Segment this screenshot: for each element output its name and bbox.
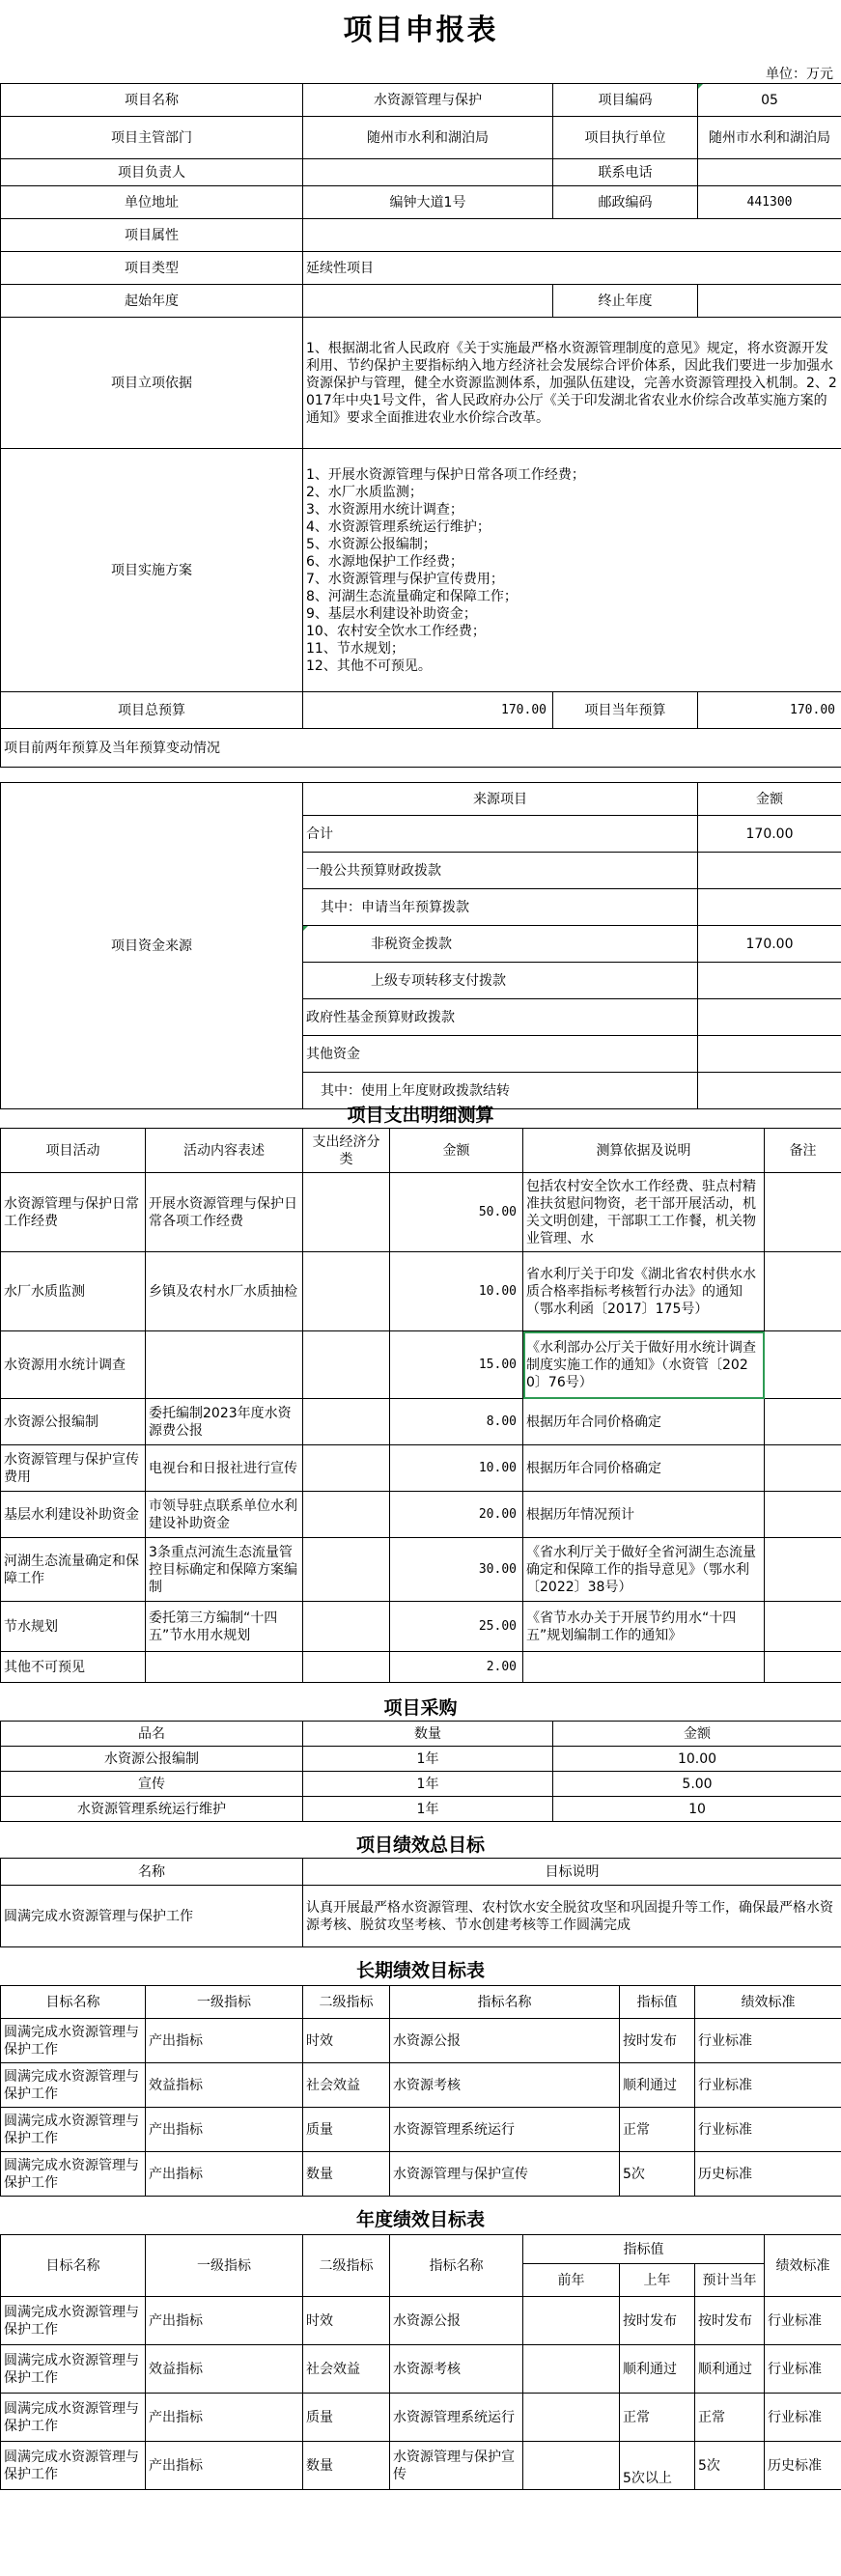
expense-head: 活动内容表述 <box>146 1129 303 1173</box>
funding-row-name: 一般公共预算财政拨款 <box>303 853 698 889</box>
longterm-head: 一级指标 <box>146 1986 303 2019</box>
phone-value <box>698 159 841 186</box>
table-row <box>1 2345 841 2394</box>
table-row <box>1 2108 841 2152</box>
expense-class <box>303 1445 390 1492</box>
annual-l2: 质量 <box>303 2394 390 2442</box>
procure-qty: 1年 <box>303 1747 553 1772</box>
perf-head: 目标说明 <box>303 1859 841 1886</box>
funding-row-name: 上级专项转移支付拨款 <box>303 963 698 999</box>
longterm-goal: 圆满完成水资源管理与保护工作 <box>1 2019 146 2063</box>
funding-row-name: 合计 <box>303 816 698 853</box>
basis-value: 1、根据湖北省人民政府《关于实施最严格水资源管理制度的意见》规定，将水资源开发利用、节约保护主要指标纳入地方经济社会发展综合评价体系，因此我们要进一步加强水资源保护与管理，健全水资源监测体系，加强队伍建设，完善水资源管理投入机制。2、2017年中央1号文件，省人民政府办公厅《关于印发湖北省农业水价综合改革实施方案的通知》要求全面推进农业水价综合改革。 <box>303 318 841 449</box>
table-row <box>1 2019 841 2063</box>
expense-amount: 15.00 <box>390 1331 523 1399</box>
annual-head: 绩效标准 <box>765 2235 841 2297</box>
funding-head-source: 来源项目 <box>303 783 698 816</box>
funding-row-amount <box>698 1036 841 1073</box>
expense-note <box>765 1652 841 1683</box>
annual-y2: 顺利通过 <box>620 2345 695 2394</box>
expense-class <box>303 1492 390 1538</box>
funding-head-amount: 金额 <box>698 783 841 816</box>
unit-label: 单位：万元 <box>766 67 833 82</box>
expense-basis-selected[interactable]: 《水利部办公厅关于做好用水统计调查制度实施工作的通知》（水资管〔2020〕76号） <box>523 1331 765 1399</box>
expense-amount: 20.00 <box>390 1492 523 1538</box>
expense-note <box>765 1492 841 1538</box>
longterm-head: 绩效标准 <box>695 1986 841 2019</box>
annual-y2: 按时发布 <box>620 2297 695 2345</box>
zip-value: 441300 <box>698 186 841 219</box>
table-row <box>1 1652 841 1683</box>
project-name-value: 水资源管理与保护 <box>303 84 553 117</box>
procure-qty: 1年 <box>303 1772 553 1797</box>
annual-head: 二级指标 <box>303 2235 390 2297</box>
annual-goal: 圆满完成水资源管理与保护工作 <box>1 2297 146 2345</box>
expense-desc: 开展水资源管理与保护日常各项工作经费 <box>146 1173 303 1252</box>
procure-amount: 5.00 <box>553 1772 841 1797</box>
expense-basis: 包括农村安全饮水工作经费、驻点村精准扶贫慰问物资，老干部开展活动，机关文明创建，干部职工工作餐，机关物业管理、水 <box>523 1173 765 1252</box>
annual-y2: 5次以上 <box>620 2442 695 2490</box>
annual-table <box>0 2234 841 2490</box>
expense-head: 项目活动 <box>1 1129 146 1173</box>
procure-qty: 1年 <box>303 1797 553 1822</box>
year-budget-value: 170.00 <box>698 692 841 729</box>
annual-l1: 效益指标 <box>146 2345 303 2394</box>
expense-head: 备注 <box>765 1129 841 1173</box>
funding-row-amount: 170.00 <box>698 926 841 963</box>
expense-note <box>765 1399 841 1445</box>
expense-desc: 市领导驻点联系单位水利建设补助资金 <box>146 1492 303 1538</box>
expense-amount: 50.00 <box>390 1173 523 1252</box>
longterm-std: 行业标准 <box>695 2108 841 2152</box>
expense-table <box>0 1128 841 1683</box>
expense-basis: 根据历年合同价格确定 <box>523 1445 765 1492</box>
expense-basis <box>523 1652 765 1683</box>
longterm-value: 按时发布 <box>620 2019 695 2063</box>
longterm-std: 历史标准 <box>695 2152 841 2197</box>
expense-class <box>303 1652 390 1683</box>
longterm-head: 指标值 <box>620 1986 695 2019</box>
expense-basis: 《省节水办关于开展节约用水“十四五”规划编制工作的通知》 <box>523 1602 765 1652</box>
longterm-l1: 效益指标 <box>146 2063 303 2108</box>
expense-note <box>765 1252 841 1331</box>
annual-y3: 正常 <box>695 2394 765 2442</box>
annual-y2: 正常 <box>620 2394 695 2442</box>
annual-std: 历史标准 <box>765 2442 841 2490</box>
expense-head: 金额 <box>390 1129 523 1173</box>
perf-head: 名称 <box>1 1859 303 1886</box>
table-row <box>1 1602 841 1652</box>
expense-desc <box>146 1652 303 1683</box>
annual-name: 水资源考核 <box>390 2345 523 2394</box>
expense-head: 支出经济分类 <box>303 1129 390 1173</box>
annual-name: 水资源管理与保护宣传 <box>390 2442 523 2490</box>
expense-note <box>765 1173 841 1252</box>
procure-table <box>0 1721 841 1822</box>
procure-amount: 10.00 <box>553 1747 841 1772</box>
expense-note <box>765 1445 841 1492</box>
procure-name: 水资源管理系统运行维护 <box>1 1797 303 1822</box>
funding-row-name: 政府性基金预算财政拨款 <box>303 999 698 1036</box>
end-year-label: 终止年度 <box>553 285 698 318</box>
attr-value <box>303 219 841 252</box>
expense-desc <box>146 1331 303 1399</box>
annual-name: 水资源管理系统运行 <box>390 2394 523 2442</box>
expense-note <box>765 1602 841 1652</box>
annual-goal: 圆满完成水资源管理与保护工作 <box>1 2345 146 2394</box>
expense-amount: 10.00 <box>390 1445 523 1492</box>
annual-l2: 时效 <box>303 2297 390 2345</box>
expense-note <box>765 1331 841 1399</box>
expense-desc: 电视台和日报社进行宣传 <box>146 1445 303 1492</box>
longterm-value: 正常 <box>620 2108 695 2152</box>
page-title: 项目申报表 <box>343 14 498 47</box>
expense-activity: 节水规划 <box>1 1602 146 1652</box>
annual-std: 行业标准 <box>765 2394 841 2442</box>
procure-name: 宣传 <box>1 1772 303 1797</box>
longterm-l1: 产出指标 <box>146 2019 303 2063</box>
annual-y1 <box>523 2394 620 2442</box>
annual-y3: 顺利通过 <box>695 2345 765 2394</box>
table-row <box>1 1538 841 1602</box>
expense-desc: 乡镇及农村水厂水质抽检 <box>146 1252 303 1331</box>
longterm-name: 水资源公报 <box>390 2019 620 2063</box>
expense-amount: 30.00 <box>390 1538 523 1602</box>
expense-class <box>303 1602 390 1652</box>
longterm-title: 长期绩效目标表 <box>355 1960 485 1981</box>
funding-row-amount <box>698 963 841 999</box>
table-row <box>1 2394 841 2442</box>
exec-unit-label: 项目执行单位 <box>553 117 698 159</box>
procure-head: 数量 <box>303 1722 553 1747</box>
expense-amount: 2.00 <box>390 1652 523 1683</box>
attr-label: 项目属性 <box>1 219 303 252</box>
annual-name: 水资源公报 <box>390 2297 523 2345</box>
project-name-label: 项目名称 <box>1 84 303 117</box>
table-row <box>1 2152 841 2197</box>
annual-y1 <box>523 2297 620 2345</box>
total-budget-value: 170.00 <box>303 692 553 729</box>
expense-amount: 8.00 <box>390 1399 523 1445</box>
longterm-l2: 时效 <box>303 2019 390 2063</box>
longterm-head: 二级指标 <box>303 1986 390 2019</box>
annual-head: 目标名称 <box>1 2235 146 2297</box>
funding-label: 项目资金来源 <box>1 783 303 1109</box>
longterm-table <box>0 1985 841 2197</box>
expense-desc: 委托第三方编制“十四五”节水用水规划 <box>146 1602 303 1652</box>
plan-label: 项目实施方案 <box>1 449 303 692</box>
basis-label: 项目立项依据 <box>1 318 303 449</box>
expense-note <box>765 1538 841 1602</box>
owner-label: 项目负责人 <box>1 159 303 186</box>
expense-basis: 根据历年情况预计 <box>523 1492 765 1538</box>
annual-l1: 产出指标 <box>146 2442 303 2490</box>
longterm-value: 5次 <box>620 2152 695 2197</box>
address-label: 单位地址 <box>1 186 303 219</box>
end-year-value <box>698 285 841 318</box>
expense-basis: 《省水利厅关于做好全省河湖生态流量确定和保障工作的指导意见》（鄂水利〔2022〕38号） <box>523 1538 765 1602</box>
expense-activity: 水厂水质监测 <box>1 1252 146 1331</box>
annual-y3: 按时发布 <box>695 2297 765 2345</box>
funding-row-amount: 170.00 <box>698 816 841 853</box>
longterm-goal: 圆满完成水资源管理与保护工作 <box>1 2063 146 2108</box>
longterm-l2: 质量 <box>303 2108 390 2152</box>
longterm-goal: 圆满完成水资源管理与保护工作 <box>1 2152 146 2197</box>
longterm-goal: 圆满完成水资源管理与保护工作 <box>1 2108 146 2152</box>
table-row <box>1 1797 841 1822</box>
funding-row-amount <box>698 999 841 1036</box>
funding-row-amount <box>698 853 841 889</box>
longterm-name: 水资源考核 <box>390 2063 620 2108</box>
annual-subhead: 上年 <box>620 2264 695 2297</box>
annual-l1: 产出指标 <box>146 2297 303 2345</box>
annual-l2: 数量 <box>303 2442 390 2490</box>
longterm-l1: 产出指标 <box>146 2152 303 2197</box>
table-row <box>1 1492 841 1538</box>
dept-label: 项目主管部门 <box>1 117 303 159</box>
expense-activity: 基层水利建设补助资金 <box>1 1492 146 1538</box>
expense-class <box>303 1331 390 1399</box>
type-label: 项目类型 <box>1 252 303 285</box>
longterm-l2: 社会效益 <box>303 2063 390 2108</box>
procure-amount: 10 <box>553 1797 841 1822</box>
longterm-head: 目标名称 <box>1 1986 146 2019</box>
dept-value: 随州市水利和湖泊局 <box>303 117 553 159</box>
table-row <box>1 1252 841 1331</box>
perf-title: 项目绩效总目标 <box>355 1834 485 1856</box>
expense-basis: 根据历年合同价格确定 <box>523 1399 765 1445</box>
funding-row-name: 非税资金拨款 <box>303 926 698 963</box>
project-code-value: 05 <box>698 84 841 117</box>
annual-y1 <box>523 2345 620 2394</box>
start-year-value <box>303 285 553 318</box>
table-row <box>1 1445 841 1492</box>
annual-head: 指标值 <box>523 2235 765 2264</box>
table-row <box>1 1173 841 1252</box>
longterm-std: 行业标准 <box>695 2019 841 2063</box>
longterm-value: 顺利通过 <box>620 2063 695 2108</box>
expense-class <box>303 1173 390 1252</box>
longterm-l1: 产出指标 <box>146 2108 303 2152</box>
funding-row-amount <box>698 889 841 926</box>
basic-info-table <box>0 83 841 768</box>
zip-label: 邮政编码 <box>553 186 698 219</box>
funding-table <box>0 782 841 1109</box>
expense-class <box>303 1252 390 1331</box>
expense-activity: 其他不可预见 <box>1 1652 146 1683</box>
table-row <box>1 2297 841 2345</box>
perf-table <box>0 1858 841 1947</box>
procure-head: 金额 <box>553 1722 841 1747</box>
expense-desc: 3条重点河流生态流量管控目标确定和保障方案编制 <box>146 1538 303 1602</box>
expense-desc: 委托编制2023年度水资源费公报 <box>146 1399 303 1445</box>
total-budget-label: 项目总预算 <box>1 692 303 729</box>
expense-activity: 水资源公报编制 <box>1 1399 146 1445</box>
table-row <box>1 1772 841 1797</box>
table-row <box>1 1399 841 1445</box>
address-value: 编钟大道1号 <box>303 186 553 219</box>
expense-amount: 10.00 <box>390 1252 523 1331</box>
annual-std: 行业标准 <box>765 2345 841 2394</box>
expense-title: 项目支出明细测算 <box>347 1105 494 1126</box>
budget-change-label: 项目前两年预算及当年预算变动情况 <box>1 729 841 768</box>
funding-row-name: 其中：申请当年预算拨款 <box>303 889 698 926</box>
longterm-std: 行业标准 <box>695 2063 841 2108</box>
annual-y1 <box>523 2442 620 2490</box>
expense-activity: 水资源管理与保护日常工作经费 <box>1 1173 146 1252</box>
annual-goal: 圆满完成水资源管理与保护工作 <box>1 2394 146 2442</box>
expense-head: 测算依据及说明 <box>523 1129 765 1173</box>
annual-y3: 5次 <box>695 2442 765 2490</box>
plan-value: 1、开展水资源管理与保护日常各项工作经费； 2、水厂水质监测； 3、水资源用水统计调查； 4、水资源管理系统运行维护； 5、水资源公报编制； 6、水源地保护工作经费； 7、水资源管理与保护宣传费用； 8、河湖生态流量确定和保障工作； 9、基层水利建设补助资金； 10、农村安全饮水工作经费； 11、节水规划； 12、其他不可预见。 <box>303 449 841 692</box>
expense-activity: 河湖生态流量确定和保障工作 <box>1 1538 146 1602</box>
annual-title: 年度绩效目标表 <box>355 2209 485 2230</box>
annual-l2: 社会效益 <box>303 2345 390 2394</box>
longterm-name: 水资源管理与保护宣传 <box>390 2152 620 2197</box>
expense-activity: 水资源管理与保护宣传费用 <box>1 1445 146 1492</box>
phone-label: 联系电话 <box>553 159 698 186</box>
type-value: 延续性项目 <box>303 252 841 285</box>
table-row <box>1 2063 841 2108</box>
funding-row-name: 其中：使用上年度财政拨款结转 <box>303 1073 698 1109</box>
project-code-label: 项目编码 <box>553 84 698 117</box>
table-row <box>1 2442 841 2490</box>
expense-class <box>303 1538 390 1602</box>
longterm-l2: 数量 <box>303 2152 390 2197</box>
annual-head: 指标名称 <box>390 2235 523 2297</box>
longterm-head: 指标名称 <box>390 1986 620 2019</box>
expense-class <box>303 1399 390 1445</box>
start-year-label: 起始年度 <box>1 285 303 318</box>
procure-head: 品名 <box>1 1722 303 1747</box>
funding-row-name: 其他资金 <box>303 1036 698 1073</box>
owner-value <box>303 159 553 186</box>
annual-goal: 圆满完成水资源管理与保护工作 <box>1 2442 146 2490</box>
exec-unit-value: 随州市水利和湖泊局 <box>698 117 841 159</box>
annual-l1: 产出指标 <box>146 2394 303 2442</box>
perf-desc: 认真开展最严格水资源管理、农村饮水安全脱贫攻坚和巩固提升等工作，确保最严格水资源考核、脱贫攻坚考核、节水创建考核等工作圆满完成 <box>303 1886 841 1947</box>
expense-amount: 25.00 <box>390 1602 523 1652</box>
annual-std: 行业标准 <box>765 2297 841 2345</box>
expense-activity: 水资源用水统计调查 <box>1 1331 146 1399</box>
expense-basis: 省水利厅关于印发《湖北省农村供水水质合格率指标考核暂行办法》的通知（鄂水利函〔2017〕175号） <box>523 1252 765 1331</box>
perf-name: 圆满完成水资源管理与保护工作 <box>1 1886 303 1947</box>
annual-subhead: 前年 <box>523 2264 620 2297</box>
table-row <box>1 1331 841 1399</box>
year-budget-label: 项目当年预算 <box>553 692 698 729</box>
longterm-name: 水资源管理系统运行 <box>390 2108 620 2152</box>
annual-subhead: 预计当年 <box>695 2264 765 2297</box>
table-row <box>1 1747 841 1772</box>
procure-name: 水资源公报编制 <box>1 1747 303 1772</box>
procure-title: 项目采购 <box>383 1697 458 1719</box>
annual-head: 一级指标 <box>146 2235 303 2297</box>
